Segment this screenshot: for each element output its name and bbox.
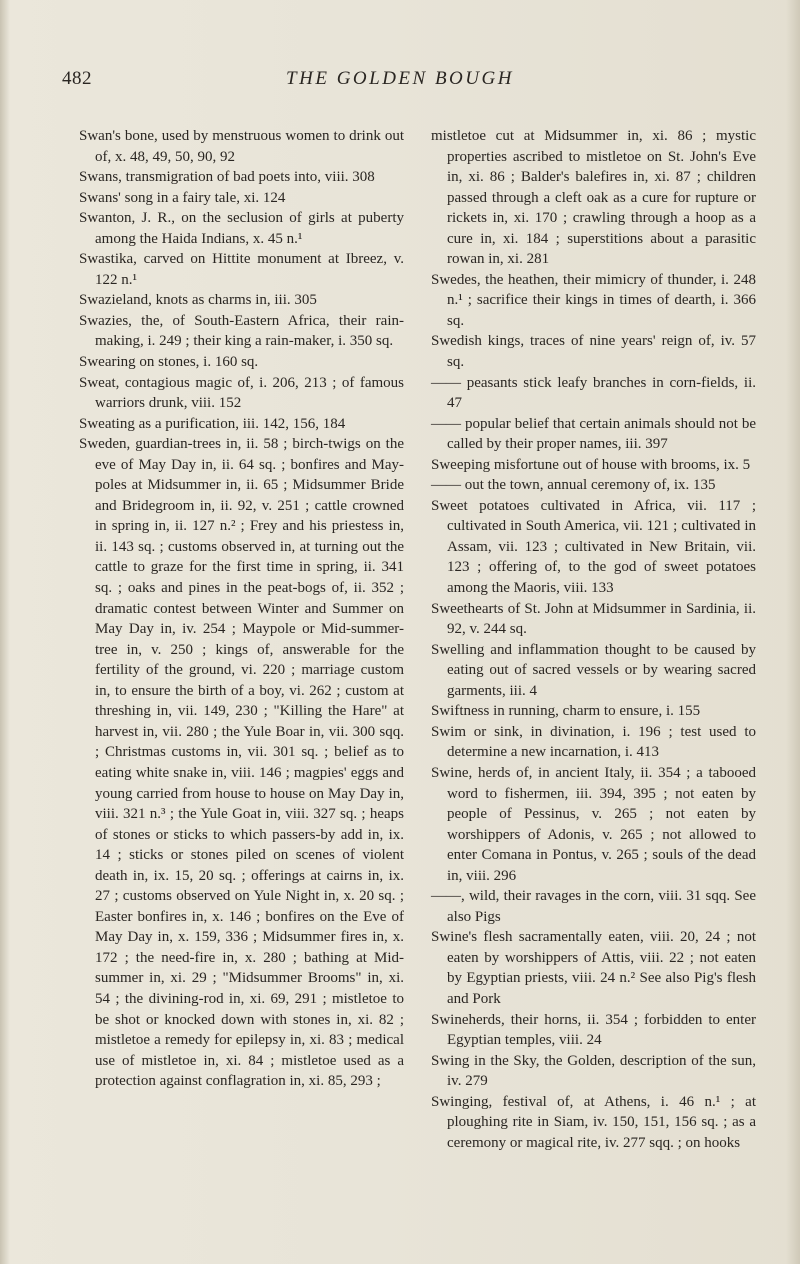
page-edge-shadow-left	[0, 0, 10, 1264]
index-entry: Swiftness in running, charm to ensure, i. 155	[431, 703, 701, 720]
index-entry: ——, wild, their ravages in the corn, viii. 31 sqq. See also Pigs	[431, 888, 756, 925]
index-entry: Swanton, J. R., on the seclusion of girls at puberty among the Haida Indians, x. 45 n.¹	[79, 210, 404, 247]
index-entry: Swans' song in a fairy tale, xi. 124	[79, 189, 286, 206]
index-entry: Swine's flesh sacramentally eaten, viii. 20, 24 ; not eaten by worshippers of Attis, viii. 22 ; not eaten by Egyptian priests, viii. 24 n.² See also Pig's flesh and Pork	[431, 929, 756, 1007]
index-entry: mistletoe cut at Midsummer in, xi. 86 ; mystic properties ascribed to mistletoe on St. John's Eve in, xi. 86 ; Balder's balefires in, xi. 87 ; children passed through a cleft oak as a cure for rupture or rickets in, xi. 170 ; crawling through a hoop as a cure in, xi. 184 ; superstitions about a parasitic rowan in, xi. 281	[431, 128, 756, 268]
page-edge-shadow-right	[786, 0, 800, 1264]
index-entry: Sweet potatoes cultivated in Africa, vii. 117 ; cultivated in South America, vii. 121 ; cultivated in Assam, vii. 123 ; cultivated in New Britain, vii. 123 ; offering of, to the god of sweet potatoes among the Maoris, viii. 133	[431, 497, 756, 597]
index-entry: Swineherds, their horns, ii. 354 ; forbidden to enter Egyptian temples, viii. 24	[431, 1011, 756, 1049]
index-entry: Sweeping misfortune out of house with brooms, ix. 5	[431, 456, 751, 473]
index-column-right	[431, 126, 756, 1153]
index-entry: Sweden, guardian-trees in, ii. 58 ; birch-twigs on the eve of May Day in, ii. 64 sq. ; bonfires and May-poles at Midsummer in, ii. 65 ; Midsummer Bride and Bridegroom in, ii. 92, v. 251 ; cattle crowned in spring in, ii. 127 n.² ; Frey and his priestess in, ii. 143 sq. ; customs observed in, at turning out the cattle to graze for the first time in spring, ii. 341 sq. ; oaks and pines in the peat-bogs of, ii. 352 ; dramatic contest between Winter and Summer on May Day in, iv. 254 ; Maypole or Mid-summer-tree in, v. 250 ; kings of, answerable for the fertility of the ground, vi. 220 ; marriage custom in, to ensure the birth of a boy, vi. 262 ; custom at threshing in, vii. 149, 230 ; "Killing the Hare" at harvest in, vii. 280 ; the Yule Boar in, vii. 300 sqq. ; Christmas customs in, vii. 301 sq. ; belief as to eating white snake in, viii. 146 ; magpies' eggs and young carried from house to house on May Day in, viii. 321 n.³ ; the Yule Goat in, viii. 327 sq. ; heaps of stones or sticks to which passers-by add in, ix. 14 ; sticks or stones piled on scenes of violent death in, ix. 15, 20 sq. ; offerings at cairns in, ix. 27 ; customs observed on Yule Night in, x. 20 sq. ; Easter bonfires in, x. 146 ; bonfires on the Eve of May Day in, x. 159, 336 ; Midsummer fires in, x. 172 ; the need-fire in, x. 280 ; bathing at Mid-summer in, xi. 29 ; "Midsummer Brooms" in, xi. 54 ; the divining-rod in, xi. 69, 291 ; mistletoe to be shot or knocked down with stones in, xi. 82 ; mistletoe a remedy for epilepsy in, xi. 83 ; medical use of mistletoe in, xi. 84 ; mistletoe used as a protection against conflagration in, xi. 85, 293 ;	[79, 436, 404, 1090]
index-entry: Swim or sink, in divination, i. 196 ; test used to determine a new incarnation, i. 413	[431, 723, 756, 761]
index-entry: Swinging, festival of, at Athens, i. 46 n.¹ ; at ploughing rite in Siam, iv. 150, 151, 156 sq. ; as a ceremony or magical rite, iv. 277 sqq. ; on hooks	[431, 1093, 756, 1151]
index-entry: Swans, transmigration of bad poets into, viii. 308	[79, 169, 375, 186]
index-entry: Swan's bone, used by menstruous women to drink out of, x. 48, 49, 50, 90, 92	[79, 128, 404, 165]
index-entry: Swine, herds of, in ancient Italy, ii. 354 ; a tabooed word to fishermen, iii. 394, 395 ; not eaten by people of Pessinus, v. 265 ; not eaten by worshippers of Adonis, v. 265 ; not allowed to enter Comana in Pontus, v. 265 ; souls of the dead in, viii. 296	[431, 764, 756, 884]
index-entry: Swedes, the heathen, their mimicry of thunder, i. 248 n.¹ ; sacrifice their kings in times of dearth, i. 366 sq.	[431, 271, 756, 329]
index-entry: Sweethearts of St. John at Midsummer in Sardinia, ii. 92, v. 244 sq.	[431, 600, 756, 638]
index-entry: Sweat, contagious magic of, i. 206, 213 ; of famous warriors drunk, viii. 152	[79, 374, 404, 412]
running-title: THE GOLDEN BOUGH	[286, 68, 514, 89]
index-entry: —— peasants stick leafy branches in corn-fields, ii. 47	[431, 374, 756, 412]
index-entry: Sweating as a purification, iii. 142, 156, 184	[79, 415, 346, 432]
index-entry: Swazieland, knots as charms in, iii. 305	[79, 292, 317, 309]
index-entry: Swing in the Sky, the Golden, description of the sun, iv. 279	[431, 1052, 756, 1090]
index-entry: —— out the town, annual ceremony of, ix. 135	[431, 477, 716, 494]
index-entry: Swastika, carved on Hittite monument at Ibreez, v. 122 n.¹	[79, 251, 404, 288]
index-entry: —— popular belief that certain animals should not be called by their proper names, iii. 397	[431, 415, 756, 453]
index-entry: Swelling and inflammation thought to be caused by eating out of sacred vessels or by wearing sacred garments, iii. 4	[431, 641, 756, 699]
index-entry: Swearing on stones, i. 160 sq.	[79, 354, 259, 371]
index-column-left	[79, 126, 404, 1092]
index-entry: Swazies, the, of South-Eastern Africa, their rain-making, i. 249 ; their king a rain-maker, i. 350 sq.	[79, 312, 404, 350]
page-number: 482	[62, 68, 92, 89]
index-entry: Swedish kings, traces of nine years' reign of, iv. 57 sq.	[431, 333, 756, 371]
